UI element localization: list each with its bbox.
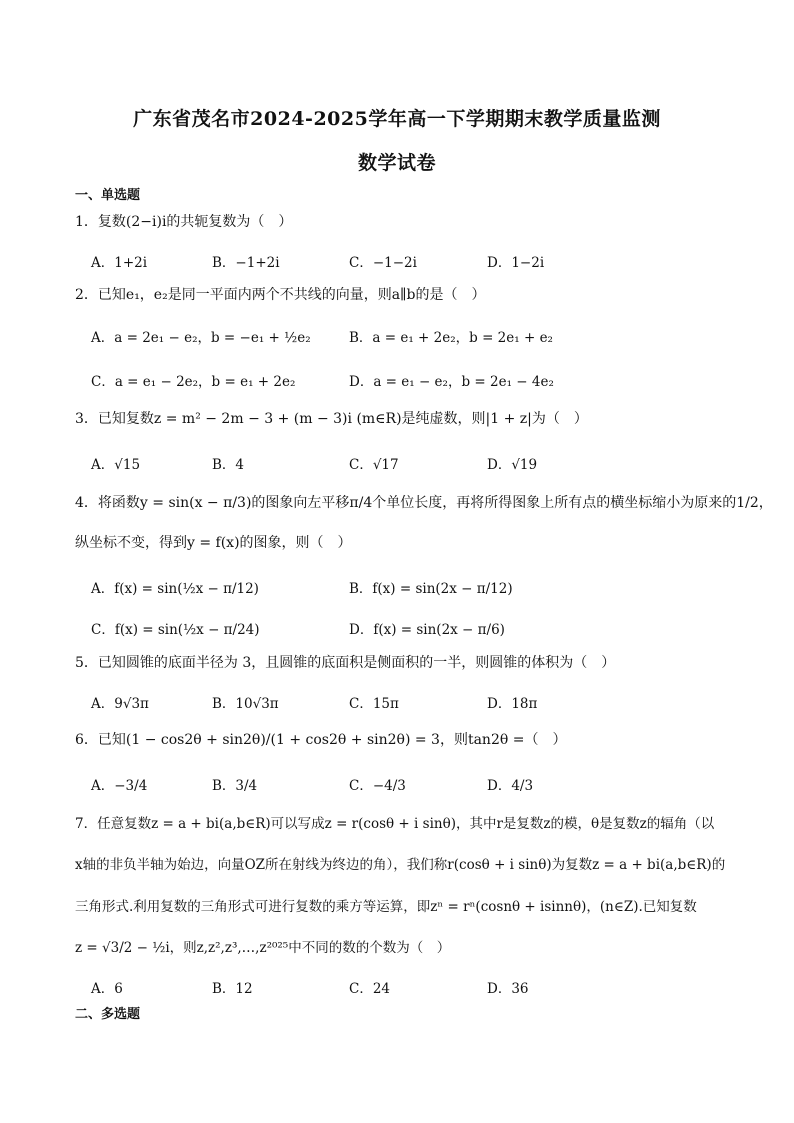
section-heading-multiple-choice: 二、多选题: [75, 1007, 141, 1022]
q5-option-a[interactable]: A．9√3π: [91, 696, 149, 712]
q1-option-c[interactable]: C．−1−2i: [349, 255, 417, 271]
question-5-stem: 5．已知圆锥的底面半径为 3，且圆锥的底面积是侧面积的一半，则圆锥的体积为（ ）: [75, 655, 616, 671]
question-6-stem: 6．已知(1 − cos2θ + sin2θ)/(1 + cos2θ + sin2θ) = 3，则tan2θ =（ ）: [75, 732, 567, 748]
q3-option-c[interactable]: C．√17: [349, 457, 399, 473]
q3-option-d[interactable]: D．√19: [487, 457, 538, 473]
question-7-stem-line2: x轴的非负半轴为始边，向量OZ所在射线为终边的角），我们称r(cosθ + i sinθ)为复数z = a + bi(a,b∈R)的: [75, 857, 726, 873]
q2-option-b[interactable]: B．a = e₁ + 2e₂，b = 2e₁ + e₂: [349, 330, 553, 346]
question-4-stem-line2: 纵坐标不变，得到y = f(x)的图象，则（ ）: [75, 535, 352, 551]
q5-option-d[interactable]: D．18π: [487, 696, 538, 712]
q4-option-b[interactable]: B．f(x) = sin(2x − π/12): [349, 581, 513, 597]
q2-option-a[interactable]: A．a = 2e₁ − e₂，b = −e₁ + ½e₂: [91, 330, 311, 346]
q2-option-c[interactable]: C．a = e₁ − 2e₂，b = e₁ + 2e₂: [91, 374, 296, 390]
q3-option-a[interactable]: A．√15: [91, 457, 141, 473]
question-2-stem: 2．已知e₁，e₂是同一平面内两个不共线的向量，则a∥b的是（ ）: [75, 287, 486, 303]
question-7-stem-line3: 三角形式.利用复数的三角形式可进行复数的乘方等运算，即zⁿ = rⁿ(cosnθ + isinnθ)，(n∈Z).已知复数: [75, 899, 697, 915]
q6-option-d[interactable]: D．4/3: [487, 778, 534, 794]
q6-option-c[interactable]: C．−4/3: [349, 778, 406, 794]
question-7-stem-line1: 7．任意复数z = a + bi(a,b∈R)可以写成z = r(cosθ + i sinθ)，其中r是复数z的模，θ是复数z的辐角（以: [75, 816, 715, 832]
q6-option-a[interactable]: A．−3/4: [91, 778, 148, 794]
q5-option-b[interactable]: B．10√3π: [212, 696, 279, 712]
q1-option-b[interactable]: B．−1+2i: [212, 255, 280, 271]
q7-option-b[interactable]: B．12: [212, 981, 253, 997]
q5-option-c[interactable]: C．15π: [349, 696, 399, 712]
exam-subtitle: 数学试卷: [357, 152, 436, 174]
question-3-stem: 3．已知复数z = m² − 2m − 3 + (m − 3)i (m∈R)是纯虚数，则|1 + z|为（ ）: [75, 411, 588, 427]
question-7-stem-line4: z = √3/2 − ½i，则z,z²,z³,…,z²⁰²⁵中不同的数的个数为（ ）: [75, 940, 451, 956]
q7-option-c[interactable]: C．24: [349, 981, 391, 997]
q2-option-d[interactable]: D．a = e₁ − e₂，b = 2e₁ − 4e₂: [349, 374, 554, 390]
q7-option-d[interactable]: D．36: [487, 981, 529, 997]
q4-option-a[interactable]: A．f(x) = sin(½x − π/12): [91, 581, 259, 597]
q3-option-b[interactable]: B．4: [212, 457, 245, 473]
question-1-stem: 1．复数(2−i)i的共轭复数为（ ）: [75, 214, 293, 230]
q4-option-c[interactable]: C．f(x) = sin(½x − π/24): [91, 622, 260, 638]
q6-option-b[interactable]: B．3/4: [212, 778, 258, 794]
question-4-stem-line1: 4．将函数y = sin(x − π/3)的图象向左平移π/4个单位长度，再将所得图象上所有点的横坐标缩小为原来的1/2，: [75, 495, 773, 511]
section-heading-single-choice: 一、单选题: [75, 188, 141, 203]
q7-option-a[interactable]: A．6: [91, 981, 123, 997]
q1-option-d[interactable]: D．1−2i: [487, 255, 545, 271]
exam-title: 广东省茂名市2024-2025学年高一下学期期末教学质量监测: [133, 108, 661, 130]
q1-option-a[interactable]: A．1+2i: [91, 255, 148, 271]
q4-option-d[interactable]: D．f(x) = sin(2x − π/6): [349, 622, 505, 638]
